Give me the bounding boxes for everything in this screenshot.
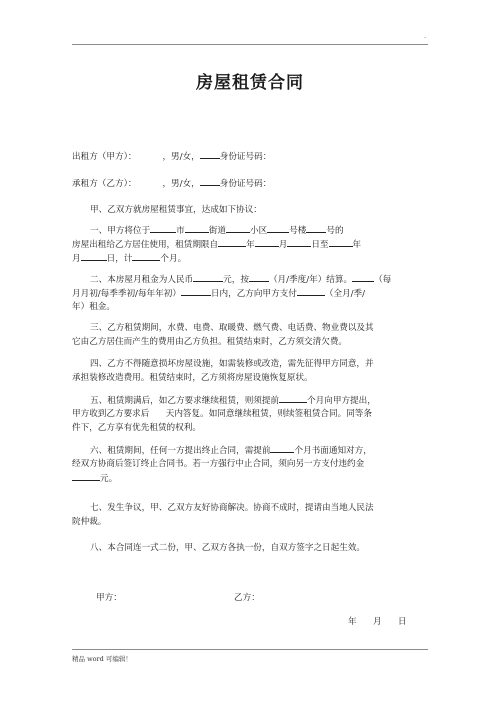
start-day-blank <box>287 237 311 247</box>
penalty-blank <box>72 471 100 481</box>
payment-amount-blank <box>297 286 325 296</box>
clause-1-text: 小区 <box>249 226 268 236</box>
clause-3-line-1: 三、乙方租赁期间，水费、电费、取暖费、燃气费、电话费、物业费以及其 <box>90 323 374 333</box>
clause-1-text: 个月。 <box>160 254 187 264</box>
clause-2-text: 元，按 <box>223 275 249 285</box>
clause-1-text: 一、甲方将位于 <box>90 226 151 236</box>
footer-rule <box>72 649 428 650</box>
clause-6-text: 元。 <box>100 474 118 484</box>
clause-2-text: （每 <box>374 275 392 285</box>
party-a-id: 身份证号码： <box>219 152 272 162</box>
start-month-blank <box>255 237 279 247</box>
clause-2-text: （月/季度/年）结算。 <box>268 275 353 285</box>
start-year-blank <box>218 237 246 247</box>
header-rule <box>72 44 428 45</box>
clause-5-text: 五、租赁期满后，如乙方要求继续租赁，则须提前 <box>90 396 280 406</box>
clause-4-line-2: 承担装修改造费用。租赁结束时，乙方须将房屋设施恢复原状。 <box>72 373 313 383</box>
rent-amount-blank <box>193 272 223 282</box>
intro-paragraph: 甲、乙双方就房屋租赁事宜，达成如下协议： <box>90 205 262 215</box>
payment-period-blank <box>352 272 374 282</box>
term-months-blank <box>132 251 160 261</box>
clause-2-text: （全月/季/ <box>324 289 366 299</box>
notice-months-blank <box>270 443 294 453</box>
date-year-label: 年 <box>348 617 357 627</box>
clause-2-line-1 <box>90 272 450 287</box>
clause-1-text: 年 <box>352 240 362 250</box>
clause-2-text: 二、本房屋月租金为人民币 <box>90 275 194 285</box>
party-a-label: 出租方（甲方）： <box>72 152 137 162</box>
clause-1-line-1 <box>90 223 450 238</box>
building-blank <box>267 223 289 233</box>
clause-3-line-2: 它由乙方居住而产生的费用由乙方负担。租赁结束时，乙方须交清欠费。 <box>72 337 348 347</box>
payment-days-blank <box>181 286 211 296</box>
clause-1-text: 日至 <box>311 240 329 250</box>
party-b-sex: ，男/女， <box>162 179 200 189</box>
settlement-blank <box>249 272 269 282</box>
clause-5-line-1 <box>90 393 450 408</box>
clause-1-line-3 <box>72 251 432 266</box>
clause-7-line-2: 院仲裁。 <box>72 517 107 527</box>
clause-1-text: 月 <box>72 254 81 264</box>
date-month-label: 月 <box>373 617 382 627</box>
header-corner-mark: . <box>424 32 427 40</box>
party-b-blank <box>200 176 220 186</box>
clause-4-line-1: 四、乙方不得随意损坏房屋设施，如需装修或改造，需先征得甲方同意，并 <box>90 359 374 369</box>
clause-6-text: 个月书面通知对方， <box>294 446 372 456</box>
street-blank <box>185 223 209 233</box>
party-a-line <box>72 149 432 164</box>
clause-1-text: 年 <box>246 240 255 250</box>
party-b-signature-label: 乙方： <box>234 593 260 603</box>
party-a-sex: ，男/女， <box>162 152 200 162</box>
party-b-id: 身份证号码： <box>219 179 272 189</box>
clause-6-line-3 <box>72 471 432 486</box>
clause-1-text: 街道 <box>208 226 226 236</box>
party-b-label: 承租方（乙方）： <box>72 179 137 189</box>
party-b-line <box>72 176 432 191</box>
clause-1-text: 月 <box>278 240 288 250</box>
community-blank <box>226 223 250 233</box>
party-a-signature-label: 甲方： <box>96 593 122 603</box>
clause-6-text: 六、租赁期间，任何一方提出终止合同，需提前 <box>90 446 271 456</box>
clause-2-text: 日内，乙方向甲方支付 <box>210 289 297 299</box>
party-a-blank <box>200 149 220 159</box>
clause-1-text: 市 <box>176 226 185 236</box>
clause-1-line-2 <box>72 237 432 252</box>
date-day-label: 日 <box>398 617 407 627</box>
clause-8-line: 八、本合同连一式二份，甲、乙双方各执一份，自双方签字之日起生效。 <box>90 543 366 553</box>
city-blank <box>150 223 176 233</box>
document-title: 房屋租赁合同 <box>196 73 304 93</box>
clause-1-text: 号的 <box>326 226 344 236</box>
clause-1-text: 房屋出租给乙方居住使用，租赁期限自 <box>72 240 219 250</box>
clause-2-line-3: 年）租金。 <box>72 302 115 312</box>
clause-6-line-1 <box>90 443 450 458</box>
clause-1-text: 号楼 <box>289 226 307 236</box>
renewal-months-blank <box>279 393 307 403</box>
clause-5-line-2: 甲方收到乙方要求后 天内答复。如同意继续租赁，则续签租赁合同。同等条 <box>72 409 372 419</box>
footer-note: 精品 word 可编辑！ <box>72 655 132 663</box>
clause-2-line-2 <box>72 286 432 301</box>
clause-5-line-3: 件下，乙方享有优先租赁的权利。 <box>72 423 201 433</box>
clause-6-line-2: 经双方协商后签订终止合同书。若一方强行中止合同，须向另一方支付违约金 <box>72 459 365 469</box>
clause-1-text: 日，计 <box>106 254 133 264</box>
unit-blank <box>306 223 326 233</box>
clause-7-line-1: 七、发生争议，甲、乙双方友好协商解决。协商不成时，提请由当地人民法 <box>90 503 374 513</box>
end-month-blank <box>81 251 107 261</box>
clause-5-text: 个月向甲方提出， <box>307 396 376 406</box>
end-year-blank <box>329 237 353 247</box>
clause-2-text: 月月初/每季季初/每年年初） <box>72 289 181 299</box>
